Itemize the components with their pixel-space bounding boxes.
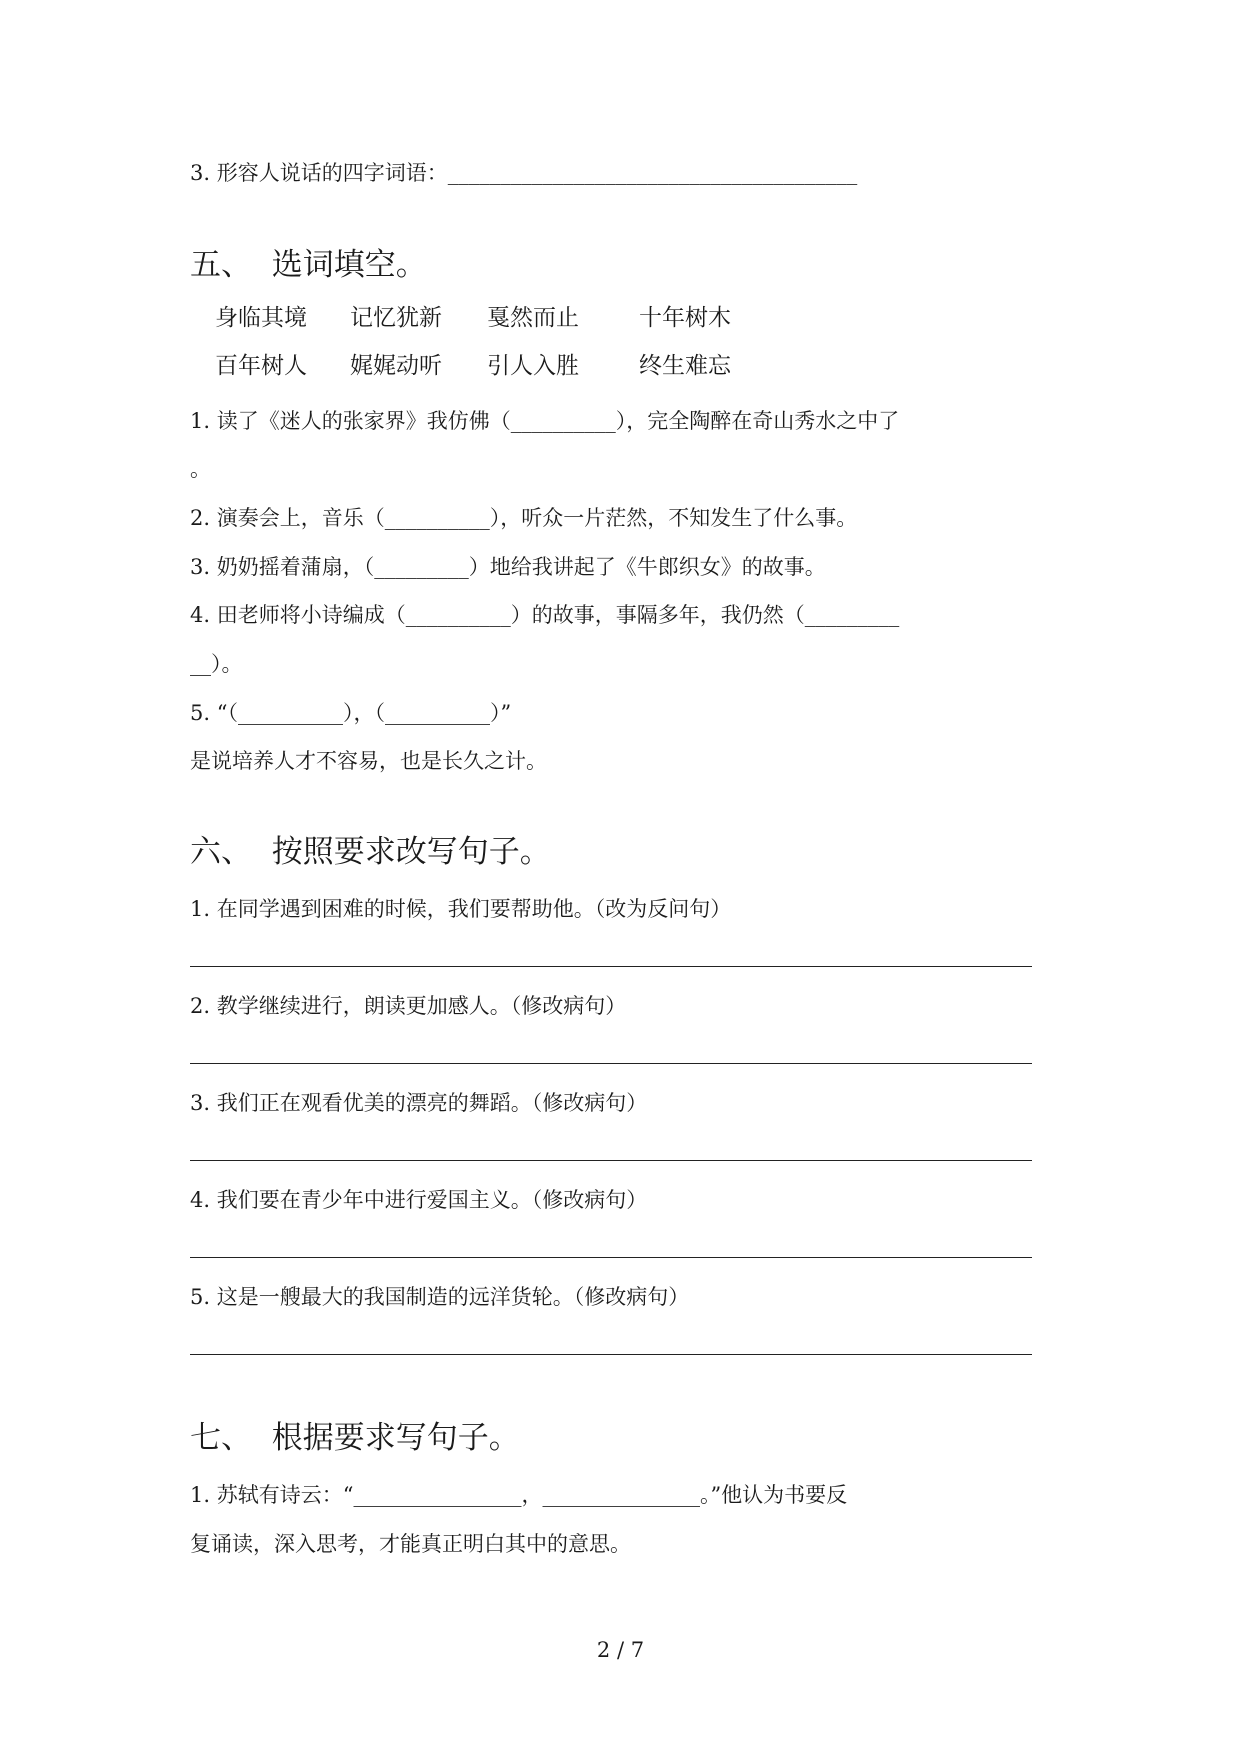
s6-question-5: 5. 这是一艘最大的我国制造的远洋货轮。（修改病句）: [190, 1285, 690, 1309]
s6-heading: 六、 按照要求改写句子。: [190, 834, 551, 870]
answer-line[interactable]: [190, 1257, 1032, 1258]
s5-question-1-cont: 。: [190, 457, 211, 481]
word-bank-item: 身临其境: [215, 305, 307, 331]
s7-question-1: 1. 苏轼有诗云：“________________，_______________。”他认为书要反: [190, 1483, 848, 1507]
word-bank-item: 终生难忘: [639, 353, 731, 379]
s5-heading: 五、 选词填空。: [190, 247, 427, 283]
s5-question-4-cont: __）。: [190, 652, 243, 676]
word-bank-item: 娓娓动听: [350, 353, 442, 379]
s6-question-2: 2. 教学继续进行，朗读更加感人。（修改病句）: [190, 994, 627, 1018]
word-bank-item: 记忆犹新: [350, 305, 442, 331]
s4-question-3: 3. 形容人说话的四字词语：_______________________________________: [190, 161, 858, 185]
word-bank-item: 十年树木: [639, 305, 731, 331]
word-bank-item: 引人入胜: [487, 353, 579, 379]
s5-question-5: 5. “（__________），（__________）”: [190, 701, 512, 725]
word-bank-item: 百年树人: [215, 353, 307, 379]
s5-question-4: 4. 田老师将小诗编成（__________）的故事，事隔多年，我仍然（_________: [190, 603, 900, 627]
answer-line[interactable]: [190, 1063, 1032, 1064]
page-number: 2 / 7: [596, 1638, 645, 1662]
s5-question-3: 3. 奶奶摇着蒲扇，（_________）地给我讲起了《牛郎织女》的故事。: [190, 555, 826, 579]
word-bank-item: 戛然而止: [487, 305, 579, 331]
s5-question-5-cont: 是说培养人才不容易，也是长久之计。: [190, 749, 547, 773]
s5-question-1: 1. 读了《迷人的张家界》我仿佛（__________），完全陶醉在奇山秀水之中了: [190, 409, 900, 433]
s6-question-1: 1. 在同学遇到困难的时候，我们要帮助他。（改为反问句）: [190, 897, 732, 921]
s7-heading: 七、 根据要求写句子。: [190, 1420, 520, 1456]
s5-question-2: 2. 演奏会上，音乐（__________），听众一片茫然，不知发生了什么事。: [190, 506, 858, 530]
answer-line[interactable]: [190, 1160, 1032, 1161]
s6-question-4: 4. 我们要在青少年中进行爱国主义。（修改病句）: [190, 1188, 648, 1212]
answer-line[interactable]: [190, 1354, 1032, 1355]
s7-question-1-cont: 复诵读，深入思考，才能真正明白其中的意思。: [190, 1532, 631, 1556]
s6-question-3: 3. 我们正在观看优美的漂亮的舞蹈。（修改病句）: [190, 1091, 648, 1115]
answer-line[interactable]: [190, 966, 1032, 967]
